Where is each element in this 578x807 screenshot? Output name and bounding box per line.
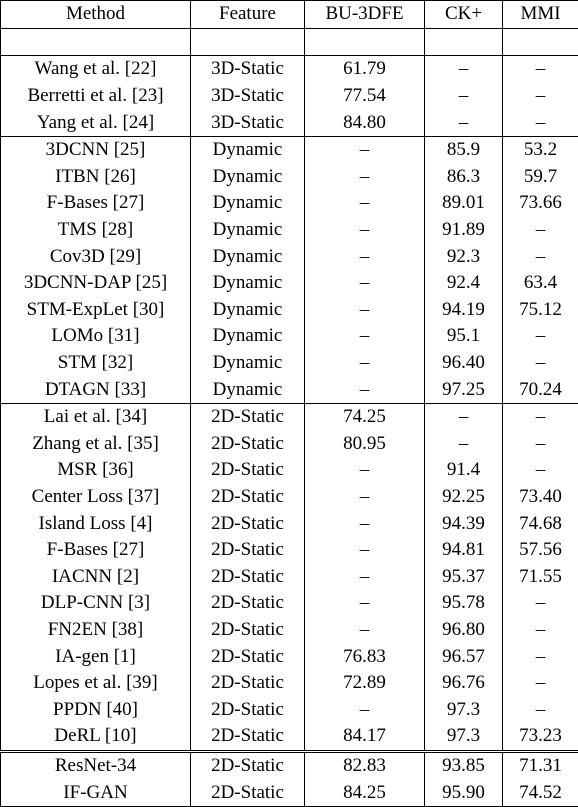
gap-cell (191, 28, 305, 56)
cell-mmi: – (503, 617, 578, 644)
cell-ck: 94.81 (425, 537, 503, 564)
cell-mmi: – (503, 109, 578, 136)
cell-feature: 2D-Static (191, 484, 305, 511)
cell-feature: 2D-Static (191, 696, 305, 723)
cell-feature: Dynamic (191, 164, 305, 191)
cell-method: IF-GAN (1, 779, 191, 806)
table-row (1, 590, 578, 617)
cell-mmi: – (503, 670, 578, 697)
cell-ck: 96.80 (425, 617, 503, 644)
cell-ck: – (425, 431, 503, 458)
gap-cell (503, 28, 578, 56)
cell-bu3dfe: – (305, 484, 425, 511)
cell-mmi: 70.24 (503, 376, 578, 403)
cell-ck: 93.85 (425, 751, 503, 779)
cell-mmi: – (503, 350, 578, 377)
cell-method: Cov3D [29] (1, 243, 191, 270)
cell-mmi: 63.4 (503, 270, 578, 297)
cell-bu3dfe: 84.17 (305, 723, 425, 751)
cell-ck: 95.37 (425, 563, 503, 590)
cell-method: ResNet-34 (1, 751, 191, 779)
cell-method: IACNN [2] (1, 563, 191, 590)
cell-feature: Dynamic (191, 323, 305, 350)
cell-bu3dfe: – (305, 270, 425, 297)
cell-ck: 97.25 (425, 376, 503, 403)
cell-feature: Dynamic (191, 297, 305, 324)
table-row (1, 376, 578, 403)
cell-ck: 97.3 (425, 696, 503, 723)
cell-mmi: 74.68 (503, 510, 578, 537)
cell-feature: 2D-Static (191, 457, 305, 484)
cell-method: DTAGN [33] (1, 376, 191, 403)
cell-method: ITBN [26] (1, 164, 191, 191)
cell-mmi: – (503, 696, 578, 723)
cell-mmi: 71.31 (503, 751, 578, 779)
cell-feature: 2D-Static (191, 617, 305, 644)
cell-ck: 96.40 (425, 350, 503, 377)
header-mmi: MMI (503, 1, 578, 29)
cell-mmi: – (503, 403, 578, 430)
cell-feature: 2D-Static (191, 751, 305, 779)
cell-bu3dfe: – (305, 696, 425, 723)
cell-bu3dfe: – (305, 563, 425, 590)
cell-bu3dfe: – (305, 297, 425, 324)
table-row (1, 56, 578, 83)
cell-method: IA-gen [1] (1, 643, 191, 670)
table-body (1, 28, 578, 806)
cell-bu3dfe: – (305, 537, 425, 564)
table-row (1, 457, 578, 484)
table-row (1, 109, 578, 136)
cell-feature: Dynamic (191, 136, 305, 163)
cell-feature: Dynamic (191, 270, 305, 297)
cell-method: Yang et al. [24] (1, 109, 191, 136)
cell-bu3dfe: 82.83 (305, 751, 425, 779)
cell-bu3dfe: 84.80 (305, 109, 425, 136)
cell-bu3dfe: – (305, 590, 425, 617)
cell-method: DeRL [10] (1, 723, 191, 751)
table-row (1, 83, 578, 110)
cell-bu3dfe: 72.89 (305, 670, 425, 697)
cell-method: Island Loss [4] (1, 510, 191, 537)
cell-mmi: – (503, 431, 578, 458)
cell-method: Wang et al. [22] (1, 56, 191, 83)
cell-bu3dfe: – (305, 510, 425, 537)
cell-ck: 94.19 (425, 297, 503, 324)
cell-bu3dfe: 76.83 (305, 643, 425, 670)
cell-method: STM-ExpLet [30] (1, 297, 191, 324)
cell-mmi: 59.7 (503, 164, 578, 191)
table-row (1, 190, 578, 217)
table-row (1, 164, 578, 191)
cell-bu3dfe: 80.95 (305, 431, 425, 458)
cell-feature: 2D-Static (191, 590, 305, 617)
cell-method: Berretti et al. [23] (1, 83, 191, 110)
cell-feature: Dynamic (191, 243, 305, 270)
header-row (1, 1, 578, 29)
cell-feature: 2D-Static (191, 403, 305, 430)
cell-ck: 95.90 (425, 779, 503, 806)
cell-method: 3DCNN [25] (1, 136, 191, 163)
cell-bu3dfe: 84.25 (305, 779, 425, 806)
cell-method: 3DCNN-DAP [25] (1, 270, 191, 297)
cell-mmi: – (503, 56, 578, 83)
cell-ck: – (425, 109, 503, 136)
cell-ck: – (425, 403, 503, 430)
cell-bu3dfe: – (305, 323, 425, 350)
gap-cell (305, 28, 425, 56)
cell-feature: 3D-Static (191, 56, 305, 83)
cell-ck: 85.9 (425, 136, 503, 163)
cell-ck: 95.1 (425, 323, 503, 350)
table-row (1, 270, 578, 297)
cell-method: Center Loss [37] (1, 484, 191, 511)
gap-cell (1, 28, 191, 56)
cell-feature: Dynamic (191, 190, 305, 217)
cell-ck: 94.39 (425, 510, 503, 537)
cell-mmi: – (503, 217, 578, 244)
cell-ck: 97.3 (425, 723, 503, 751)
cell-bu3dfe: – (305, 243, 425, 270)
cell-ck: – (425, 83, 503, 110)
table-row (1, 537, 578, 564)
cell-method: Lopes et al. [39] (1, 670, 191, 697)
cell-feature: 2D-Static (191, 537, 305, 564)
cell-ck: 91.89 (425, 217, 503, 244)
cell-ck: 96.57 (425, 643, 503, 670)
header-feature: Feature (191, 1, 305, 29)
table-row (1, 723, 578, 751)
table-row (1, 403, 578, 430)
cell-method: Zhang et al. [35] (1, 431, 191, 458)
table-row (1, 243, 578, 270)
table-row (1, 510, 578, 537)
cell-feature: Dynamic (191, 350, 305, 377)
cell-method: MSR [36] (1, 457, 191, 484)
cell-feature: 2D-Static (191, 723, 305, 751)
table-row (1, 297, 578, 324)
cell-method: PPDN [40] (1, 696, 191, 723)
table-row (1, 217, 578, 244)
header-bu3dfe: BU-3DFE (305, 1, 425, 29)
cell-feature: 2D-Static (191, 510, 305, 537)
cell-bu3dfe: – (305, 217, 425, 244)
table-row (1, 323, 578, 350)
cell-ck: 95.78 (425, 590, 503, 617)
table-row (1, 670, 578, 697)
cell-ck: 86.3 (425, 164, 503, 191)
cell-method: F-Bases [27] (1, 190, 191, 217)
cell-feature: 2D-Static (191, 431, 305, 458)
table-row (1, 484, 578, 511)
cell-feature: 3D-Static (191, 83, 305, 110)
cell-bu3dfe: – (305, 350, 425, 377)
cell-mmi: 74.52 (503, 779, 578, 806)
cell-mmi: – (503, 83, 578, 110)
cell-bu3dfe: – (305, 190, 425, 217)
table-row (1, 779, 578, 806)
cell-ck: 96.76 (425, 670, 503, 697)
cell-ck: 89.01 (425, 190, 503, 217)
table-row (1, 136, 578, 163)
cell-bu3dfe: 77.54 (305, 83, 425, 110)
cell-mmi: – (503, 243, 578, 270)
gap-cell (425, 28, 503, 56)
table-row (1, 617, 578, 644)
cell-bu3dfe: – (305, 164, 425, 191)
cell-method: STM [32] (1, 350, 191, 377)
table-row (1, 563, 578, 590)
cell-feature: 2D-Static (191, 643, 305, 670)
header-method: Method (1, 1, 191, 29)
header-gap (1, 28, 578, 56)
cell-method: LOMo [31] (1, 323, 191, 350)
cell-ck: 92.4 (425, 270, 503, 297)
cell-bu3dfe: 74.25 (305, 403, 425, 430)
cell-feature: Dynamic (191, 376, 305, 403)
cell-feature: 2D-Static (191, 670, 305, 697)
cell-bu3dfe: – (305, 376, 425, 403)
cell-ck: 91.4 (425, 457, 503, 484)
cell-mmi: – (503, 590, 578, 617)
cell-method: DLP-CNN [3] (1, 590, 191, 617)
cell-method: TMS [28] (1, 217, 191, 244)
cell-mmi: 71.55 (503, 563, 578, 590)
cell-feature: 3D-Static (191, 109, 305, 136)
cell-bu3dfe: 61.79 (305, 56, 425, 83)
cell-method: Lai et al. [34] (1, 403, 191, 430)
cell-mmi: – (503, 323, 578, 350)
cell-mmi: 57.56 (503, 537, 578, 564)
cell-mmi: 73.66 (503, 190, 578, 217)
cell-feature: 2D-Static (191, 779, 305, 806)
cell-feature: 2D-Static (191, 563, 305, 590)
table-row (1, 350, 578, 377)
table-row (1, 643, 578, 670)
cell-mmi: 75.12 (503, 297, 578, 324)
cell-bu3dfe: – (305, 136, 425, 163)
cell-bu3dfe: – (305, 457, 425, 484)
cell-ck: – (425, 56, 503, 83)
cell-ck: 92.3 (425, 243, 503, 270)
cell-mmi: 73.23 (503, 723, 578, 751)
cell-mmi: 73.40 (503, 484, 578, 511)
table-header (1, 1, 578, 29)
cell-mmi: 53.2 (503, 136, 578, 163)
table-row (1, 431, 578, 458)
cell-method: F-Bases [27] (1, 537, 191, 564)
cell-ck: 92.25 (425, 484, 503, 511)
table-row (1, 751, 578, 779)
cell-mmi: – (503, 643, 578, 670)
cell-method: FN2EN [38] (1, 617, 191, 644)
cell-bu3dfe: – (305, 617, 425, 644)
cell-feature: Dynamic (191, 217, 305, 244)
table-row (1, 696, 578, 723)
cell-mmi: – (503, 457, 578, 484)
header-ck: CK+ (425, 1, 503, 29)
